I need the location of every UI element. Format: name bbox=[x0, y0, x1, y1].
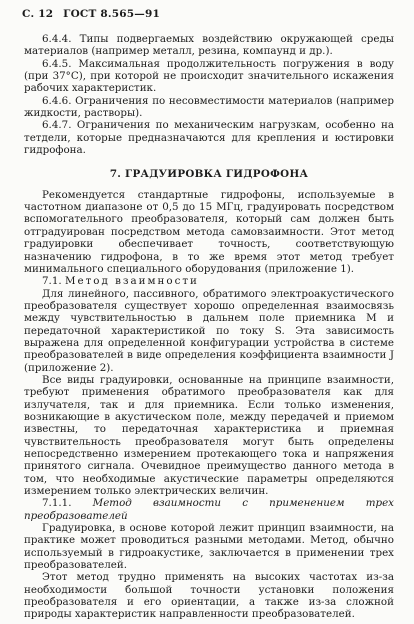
subsection-number: 7.1. bbox=[42, 275, 62, 288]
page-header bbox=[22, 8, 160, 20]
paragraph-reciprocity: Для линейного, пассивного, обратимого электроакустического преобразователя существует хорошо определенная взаимосвязь между чувствительностью в дальнем поле приемника M и передаточной характеристикой по току S. Эта зависимость выражена для определенной конфигурации устройства в системе преобразователей в виде определения коэффициента взаимности J (приложение 2). bbox=[24, 287, 394, 374]
list-item: 6.4.5. Максимальная продолжительность погружения в воду (при 37°С), при которой не происходит значительного искажения рабочих характеристик. bbox=[24, 57, 394, 95]
subsection-heading bbox=[24, 497, 394, 522]
subsection-heading bbox=[24, 275, 394, 287]
subsection-title: Метод взаимности bbox=[64, 275, 199, 288]
standard-designation: ГОСТ 8.565—91 bbox=[63, 8, 160, 20]
list-item: 6.4.6. Ограничения по несовместимости материалов (например жидкости, растворы). bbox=[24, 94, 394, 120]
section-title: 7. ГРАДУИРОВКА ГИДРОФОНА bbox=[109, 168, 309, 181]
list-item: 6.4.7. Ограничения по механическим нагрузкам, особенно на тетдели, которые предназначаются для крепления и юстировки гидрофона. bbox=[24, 119, 394, 157]
paragraph-calibration-types: Все виды градуировки, основанные на принципе взаимности, требуют применения обратимого преобразователя как для излучателя, так и для приемника. Если только изменения, возникающие в акустическом поле, между передачей и приемом известны, то передаточная характеристика и приемная чувствительность преобразователя могут быть определены непосредственно измерением протекающего тока и напряжения принятого сигнала. Очевидное преимущество данного метода в том, что необходимые акустические параметры определяются измерением только электрических величин. bbox=[24, 373, 394, 498]
list-item: 6.4.4. Типы подвергаемых воздействию окружающей среды материалов (например металл, резина, компаунд и др.). bbox=[24, 33, 394, 58]
page-number: С. 12 bbox=[22, 8, 54, 20]
paragraph-intro: Рекомендуется стандартные гидрофоны, используемые в частотном диапазоне от 0,5 до 15 МГц, градуировать посредством вспомогательного преобразователя, который сам должен быть отградуирован посредством метода самовзаимности. Этот метод градуировки обеспечивает точность, соответствующую назначению гидрофона, в то же время этот метод требует минимального специального оборудования (приложение 1). bbox=[24, 188, 394, 275]
subsection-title: Метод взаимности с применением трех преобразователей bbox=[24, 497, 394, 522]
paragraph-high-frequency: Этот метод трудно применять на высоких частотах из-за необходимости большой точности установки положения преобразователя и его ориентации, а также из-за сложной природы характеристик направленности преобразователей. bbox=[24, 571, 394, 621]
subsection-number: 7.1.1. bbox=[42, 497, 72, 510]
document-body bbox=[24, 33, 394, 621]
paragraph-three-transducer: Градуировка, в основе которой лежит принцип взаимности, на практике может проводиться разными методами. Метод, обычно используемый в гидроакустике, заключается в применении трех преобразователей. bbox=[24, 522, 394, 572]
